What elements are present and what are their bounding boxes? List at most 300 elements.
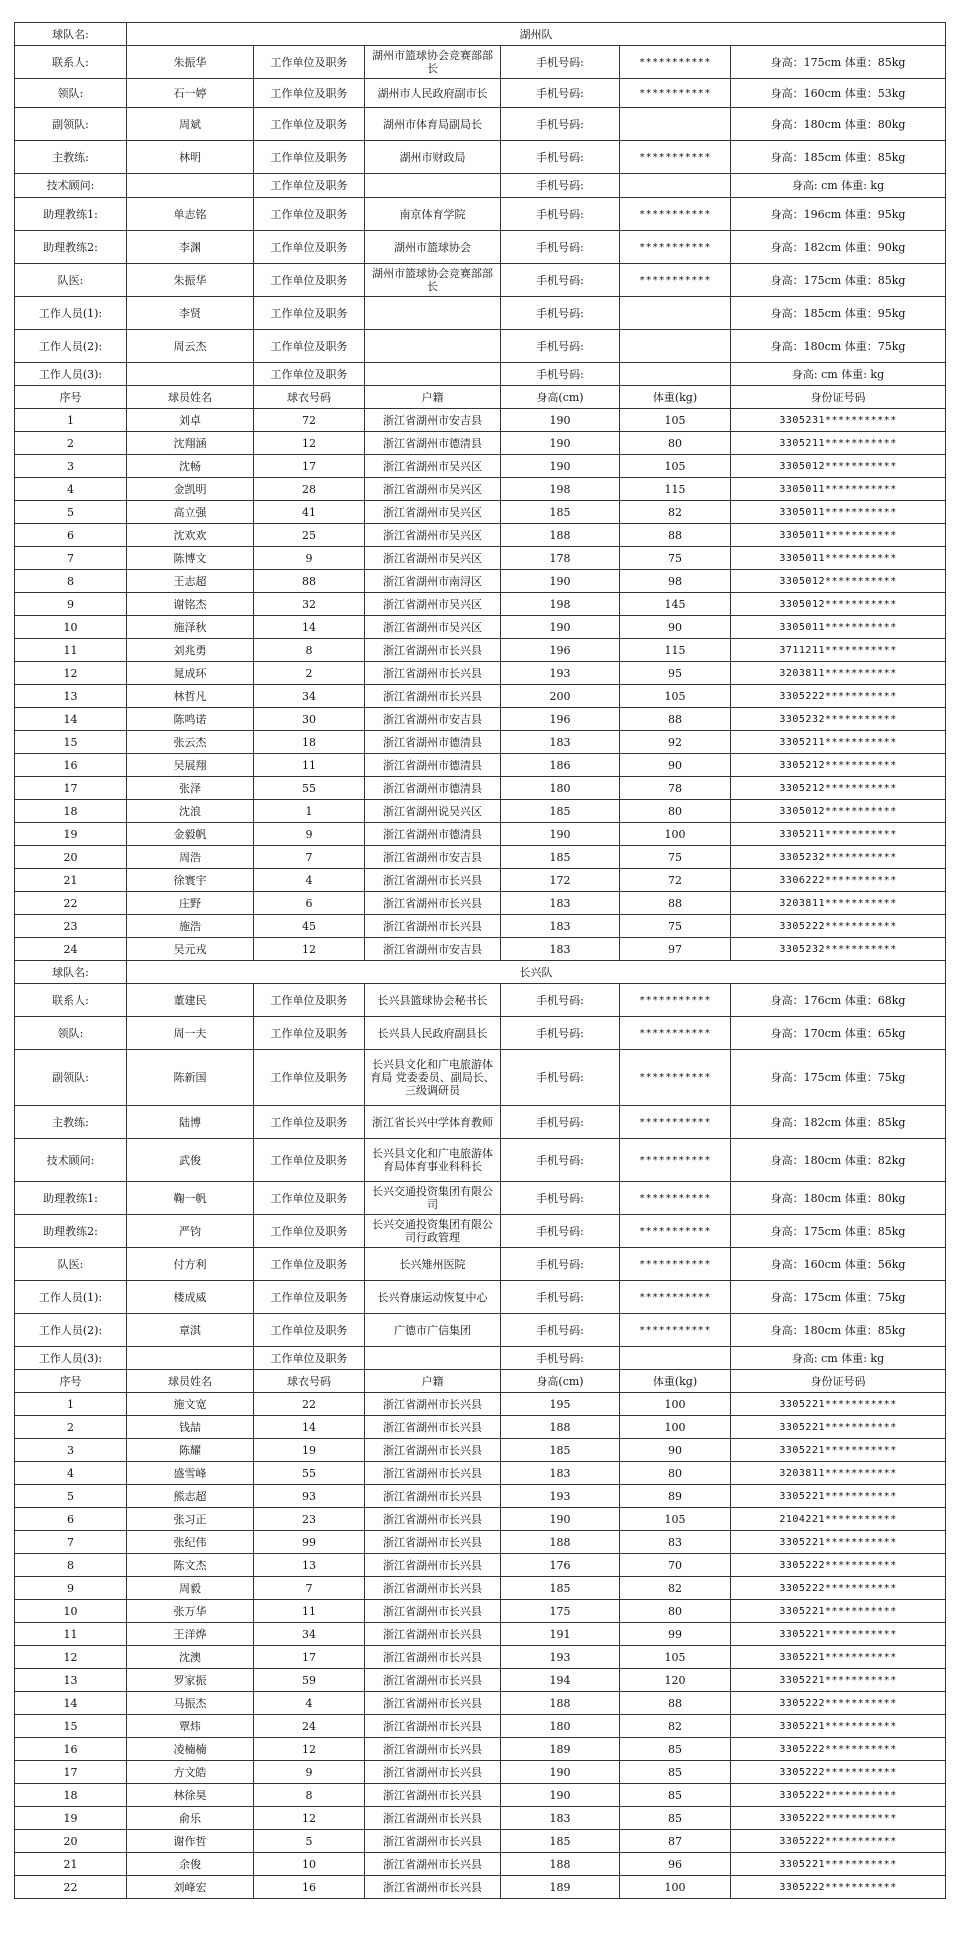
player-height: 185 [501,1577,620,1600]
player-residence: 浙江省湖州市长兴县 [365,1416,501,1439]
header-number: 序号 [15,1370,127,1393]
staff-row [15,1017,946,1050]
staff-row [15,1314,946,1347]
player-id-number: 3305011*********** [731,616,946,639]
player-number: 15 [15,1715,127,1738]
player-id-number: 3305221*********** [731,1715,946,1738]
staff-unit-label: 工作单位及职务 [254,1248,365,1281]
player-name: 高立强 [127,501,254,524]
player-residence: 浙江省湖州市长兴县 [365,1715,501,1738]
player-height: 188 [501,1531,620,1554]
roster-header-row [15,1370,946,1393]
staff-name: 单志铭 [127,198,254,231]
player-residence: 浙江省湖州市长兴县 [365,1462,501,1485]
player-weight: 75 [620,547,731,570]
player-name: 凌楠楠 [127,1738,254,1761]
player-height: 183 [501,915,620,938]
player-name: 林哲凡 [127,685,254,708]
player-number: 1 [15,1393,127,1416]
player-jersey: 55 [254,1462,365,1485]
player-row [15,662,946,685]
staff-phone [620,330,731,363]
player-number: 20 [15,846,127,869]
player-number: 10 [15,616,127,639]
staff-height-weight: 身高：182cm 体重：90kg [731,231,946,264]
staff-row [15,297,946,330]
player-number: 5 [15,1485,127,1508]
staff-role: 领队: [15,79,127,108]
player-name: 林徐昊 [127,1784,254,1807]
player-residence: 浙江省湖州市长兴县 [365,1393,501,1416]
team-name-label: 球队名: [15,961,127,984]
staff-role: 助理教练2: [15,1215,127,1248]
player-residence: 浙江省湖州市长兴县 [365,1600,501,1623]
player-id-number: 3305221*********** [731,1669,946,1692]
player-number: 9 [15,1577,127,1600]
staff-name: 李渊 [127,231,254,264]
staff-phone: *********** [620,231,731,264]
staff-name: 周云杰 [127,330,254,363]
player-residence: 浙江省湖州市长兴县 [365,639,501,662]
staff-unit: 长兴县人民政府副县长 [365,1017,501,1050]
player-jersey: 4 [254,1692,365,1715]
staff-unit-label: 工作单位及职务 [254,1182,365,1215]
staff-phone-label: 手机号码: [501,174,620,198]
player-weight: 85 [620,1761,731,1784]
player-row [15,869,946,892]
player-residence: 浙江省湖州市长兴县 [365,915,501,938]
staff-phone: *********** [620,1314,731,1347]
player-id-number: 3305232*********** [731,846,946,869]
player-weight: 88 [620,524,731,547]
player-number: 10 [15,1600,127,1623]
staff-name: 朱振华 [127,264,254,297]
staff-phone [620,363,731,386]
staff-name: 周一夫 [127,1017,254,1050]
player-jersey: 12 [254,938,365,961]
player-residence: 浙江省湖州市长兴县 [365,1807,501,1830]
staff-phone-label: 手机号码: [501,1106,620,1139]
staff-row [15,363,946,386]
player-id-number: 3305221*********** [731,1485,946,1508]
player-residence: 浙江省湖州市长兴县 [365,869,501,892]
player-jersey: 12 [254,432,365,455]
staff-role: 助理教练2: [15,231,127,264]
player-name: 施泽秋 [127,616,254,639]
staff-phone-label: 手机号码: [501,984,620,1017]
staff-name: 陈新国 [127,1050,254,1106]
player-row [15,547,946,570]
team-name: 长兴队 [127,961,946,984]
player-residence: 浙江省湖州市吴兴区 [365,478,501,501]
player-height: 183 [501,731,620,754]
player-row [15,1715,946,1738]
staff-name: 陆博 [127,1106,254,1139]
player-number: 23 [15,915,127,938]
staff-role: 领队: [15,1017,127,1050]
player-id-number: 3305012*********** [731,455,946,478]
staff-unit [365,363,501,386]
player-row [15,1623,946,1646]
staff-unit [365,174,501,198]
staff-row [15,198,946,231]
player-row [15,570,946,593]
player-residence: 浙江省湖州市长兴县 [365,1531,501,1554]
player-row [15,1853,946,1876]
player-weight: 75 [620,846,731,869]
player-number: 19 [15,823,127,846]
player-number: 20 [15,1830,127,1853]
player-weight: 96 [620,1853,731,1876]
player-residence: 浙江省湖州市长兴县 [365,1830,501,1853]
player-row [15,455,946,478]
staff-height-weight: 身高：170cm 体重：65kg [731,1017,946,1050]
player-row [15,639,946,662]
player-number: 9 [15,593,127,616]
player-residence: 浙江省湖州市德清县 [365,777,501,800]
staff-unit: 广德市广信集团 [365,1314,501,1347]
player-jersey: 18 [254,731,365,754]
player-row [15,846,946,869]
header-residence: 户籍 [365,1370,501,1393]
player-jersey: 88 [254,570,365,593]
player-row [15,938,946,961]
player-residence: 浙江省湖州市长兴县 [365,1577,501,1600]
staff-row [15,330,946,363]
player-residence: 浙江省湖州市长兴县 [365,1508,501,1531]
player-weight: 105 [620,409,731,432]
player-jersey: 14 [254,616,365,639]
player-name: 张泽 [127,777,254,800]
staff-row [15,1281,946,1314]
player-row [15,1485,946,1508]
staff-unit: 浙江省长兴中学体育教师 [365,1106,501,1139]
staff-role: 助理教练1: [15,198,127,231]
player-name: 张万华 [127,1600,254,1623]
player-name: 周浩 [127,846,254,869]
player-name: 陈鸣诺 [127,708,254,731]
staff-unit: 长兴县篮球协会秘书长 [365,984,501,1017]
player-weight: 92 [620,731,731,754]
player-residence: 浙江省湖州市吴兴区 [365,616,501,639]
player-height: 190 [501,570,620,593]
player-id-number: 3305221*********** [731,1623,946,1646]
staff-name [127,1347,254,1370]
staff-phone: *********** [620,198,731,231]
player-number: 7 [15,1531,127,1554]
staff-role: 联系人: [15,984,127,1017]
header-height: 身高(cm) [501,1370,620,1393]
staff-unit-label: 工作单位及职务 [254,231,365,264]
player-number: 12 [15,1646,127,1669]
player-id-number: 3305221*********** [731,1600,946,1623]
staff-height-weight: 身高：180cm 体重：75kg [731,330,946,363]
player-id-number: 3305212*********** [731,777,946,800]
player-name: 金毅帆 [127,823,254,846]
staff-name: 董建民 [127,984,254,1017]
player-residence: 浙江省湖州市长兴县 [365,1761,501,1784]
staff-unit: 湖州市篮球协会竞赛部部长 [365,264,501,297]
player-name: 谢铭杰 [127,593,254,616]
player-height: 190 [501,1761,620,1784]
player-weight: 90 [620,754,731,777]
player-number: 3 [15,455,127,478]
player-id-number: 3305222*********** [731,1807,946,1830]
player-id-number: 3305011*********** [731,524,946,547]
player-jersey: 13 [254,1554,365,1577]
player-row [15,524,946,547]
player-number: 1 [15,409,127,432]
staff-row [15,231,946,264]
staff-unit [365,1347,501,1370]
player-residence: 浙江省湖州市长兴县 [365,1876,501,1899]
staff-height-weight: 身高：160cm 体重：56kg [731,1248,946,1281]
player-name: 周毅 [127,1577,254,1600]
header-jersey: 球衣号码 [254,386,365,409]
player-jersey: 32 [254,593,365,616]
staff-unit-label: 工作单位及职务 [254,1106,365,1139]
player-number: 4 [15,1462,127,1485]
player-row [15,1577,946,1600]
player-jersey: 55 [254,777,365,800]
player-weight: 89 [620,1485,731,1508]
staff-unit: 湖州市体育局副局长 [365,108,501,141]
player-row [15,731,946,754]
player-name: 庄野 [127,892,254,915]
player-row [15,478,946,501]
player-height: 172 [501,869,620,892]
player-residence: 浙江省湖州市吴兴区 [365,524,501,547]
player-id-number: 3305221*********** [731,1393,946,1416]
staff-unit-label: 工作单位及职务 [254,108,365,141]
team-name-label: 球队名: [15,23,127,46]
player-jersey: 99 [254,1531,365,1554]
player-jersey: 4 [254,869,365,892]
player-name: 沈畅 [127,455,254,478]
player-jersey: 59 [254,1669,365,1692]
player-row [15,892,946,915]
player-jersey: 25 [254,524,365,547]
header-player-name: 球员姓名 [127,386,254,409]
player-row [15,1807,946,1830]
staff-row [15,1248,946,1281]
player-number: 14 [15,1692,127,1715]
player-height: 188 [501,1692,620,1715]
staff-unit [365,297,501,330]
player-row [15,1531,946,1554]
staff-role: 副领队: [15,108,127,141]
staff-name: 楼成威 [127,1281,254,1314]
staff-unit: 南京体育学院 [365,198,501,231]
staff-role: 技术顾问: [15,1139,127,1182]
player-row [15,1416,946,1439]
player-weight: 97 [620,938,731,961]
staff-name: 林明 [127,141,254,174]
staff-phone: *********** [620,141,731,174]
staff-role: 助理教练1: [15,1182,127,1215]
staff-role: 工作人员(3): [15,1347,127,1370]
player-height: 193 [501,662,620,685]
player-jersey: 9 [254,823,365,846]
player-number: 21 [15,869,127,892]
player-jersey: 7 [254,1577,365,1600]
player-id-number: 3305011*********** [731,501,946,524]
header-id-number: 身份证号码 [731,1370,946,1393]
staff-phone: *********** [620,1050,731,1106]
player-residence: 浙江省湖州市吴兴区 [365,501,501,524]
staff-role: 工作人员(2): [15,1314,127,1347]
player-number: 11 [15,1623,127,1646]
staff-phone-label: 手机号码: [501,1248,620,1281]
staff-phone-label: 手机号码: [501,264,620,297]
staff-unit-label: 工作单位及职务 [254,1314,365,1347]
player-height: 185 [501,846,620,869]
player-residence: 浙江省湖州市安吉县 [365,409,501,432]
player-height: 183 [501,938,620,961]
staff-phone-label: 手机号码: [501,46,620,79]
staff-row [15,1347,946,1370]
staff-height-weight: 身高：175cm 体重：85kg [731,1215,946,1248]
player-id-number: 3305222*********** [731,1738,946,1761]
player-id-number: 3306222*********** [731,869,946,892]
staff-unit-label: 工作单位及职务 [254,174,365,198]
player-id-number: 3305012*********** [731,570,946,593]
player-name: 陈博文 [127,547,254,570]
staff-row [15,1106,946,1139]
player-residence: 浙江省湖州市吴兴区 [365,547,501,570]
staff-row [15,1182,946,1215]
player-row [15,1669,946,1692]
staff-unit: 长兴县文化和广电旅游体育局体育事业科科长 [365,1139,501,1182]
staff-phone-label: 手机号码: [501,1281,620,1314]
player-weight: 115 [620,639,731,662]
player-row [15,1738,946,1761]
player-name: 金凯明 [127,478,254,501]
player-residence: 浙江省湖州市长兴县 [365,1738,501,1761]
player-jersey: 16 [254,1876,365,1899]
staff-phone: *********** [620,1182,731,1215]
player-residence: 浙江省湖州市安吉县 [365,846,501,869]
staff-unit-label: 工作单位及职务 [254,46,365,79]
staff-unit: 长兴交通投资集团有限公司 [365,1182,501,1215]
player-weight: 145 [620,593,731,616]
staff-unit-label: 工作单位及职务 [254,1017,365,1050]
player-row [15,1393,946,1416]
player-height: 176 [501,1554,620,1577]
player-height: 180 [501,1715,620,1738]
player-weight: 100 [620,1416,731,1439]
staff-unit-label: 工作单位及职务 [254,264,365,297]
staff-phone: *********** [620,1281,731,1314]
player-height: 190 [501,432,620,455]
player-residence: 浙江省湖州市长兴县 [365,1692,501,1715]
staff-role: 队医: [15,264,127,297]
player-row [15,708,946,731]
player-row [15,1462,946,1485]
player-id-number: 3305221*********** [731,1439,946,1462]
player-name: 吴展翔 [127,754,254,777]
player-number: 6 [15,1508,127,1531]
header-residence: 户籍 [365,386,501,409]
staff-unit: 湖州市人民政府副市长 [365,79,501,108]
roster-table [14,22,946,1899]
player-weight: 120 [620,1669,731,1692]
player-height: 194 [501,1669,620,1692]
staff-row [15,1215,946,1248]
staff-unit: 湖州市财政局 [365,141,501,174]
player-height: 190 [501,823,620,846]
staff-height-weight: 身高：180cm 体重：82kg [731,1139,946,1182]
staff-unit-label: 工作单位及职务 [254,1139,365,1182]
player-jersey: 9 [254,547,365,570]
player-name: 钱喆 [127,1416,254,1439]
player-id-number: 3305222*********** [731,1761,946,1784]
staff-unit-label: 工作单位及职务 [254,1281,365,1314]
player-weight: 95 [620,662,731,685]
player-jersey: 11 [254,1600,365,1623]
player-weight: 99 [620,1623,731,1646]
staff-role: 工作人员(3): [15,363,127,386]
player-row [15,1600,946,1623]
player-id-number: 3305221*********** [731,1531,946,1554]
staff-unit-label: 工作单位及职务 [254,79,365,108]
staff-height-weight: 身高：185cm 体重：95kg [731,297,946,330]
player-row [15,754,946,777]
player-number: 13 [15,685,127,708]
player-residence: 浙江省湖州市吴兴区 [365,593,501,616]
player-jersey: 34 [254,1623,365,1646]
player-name: 吴元戎 [127,938,254,961]
player-residence: 浙江省湖州市长兴县 [365,1623,501,1646]
player-id-number: 3305012*********** [731,593,946,616]
staff-name: 李贤 [127,297,254,330]
player-height: 189 [501,1876,620,1899]
player-jersey: 22 [254,1393,365,1416]
player-row [15,777,946,800]
staff-phone: *********** [620,1017,731,1050]
player-weight: 100 [620,823,731,846]
player-weight: 82 [620,1577,731,1600]
player-weight: 105 [620,455,731,478]
player-residence: 浙江省湖州市长兴县 [365,1439,501,1462]
staff-unit: 长兴雉州医院 [365,1248,501,1281]
player-jersey: 30 [254,708,365,731]
player-name: 陈耀 [127,1439,254,1462]
staff-unit-label: 工作单位及职务 [254,1347,365,1370]
player-height: 196 [501,708,620,731]
player-number: 19 [15,1807,127,1830]
staff-phone-label: 手机号码: [501,108,620,141]
player-name: 刘峰宏 [127,1876,254,1899]
staff-name: 付方利 [127,1248,254,1281]
player-height: 195 [501,1393,620,1416]
staff-height-weight: 身高：175cm 体重：85kg [731,46,946,79]
player-height: 198 [501,478,620,501]
player-height: 178 [501,547,620,570]
player-id-number: 3305011*********** [731,478,946,501]
staff-phone-label: 手机号码: [501,1215,620,1248]
player-height: 190 [501,409,620,432]
staff-phone-label: 手机号码: [501,1017,620,1050]
staff-phone [620,174,731,198]
player-jersey: 10 [254,1853,365,1876]
player-row [15,1646,946,1669]
player-weight: 88 [620,892,731,915]
staff-unit-label: 工作单位及职务 [254,1215,365,1248]
staff-role: 主教练: [15,1106,127,1139]
player-height: 185 [501,1830,620,1853]
player-residence: 浙江省湖州市南浔区 [365,570,501,593]
